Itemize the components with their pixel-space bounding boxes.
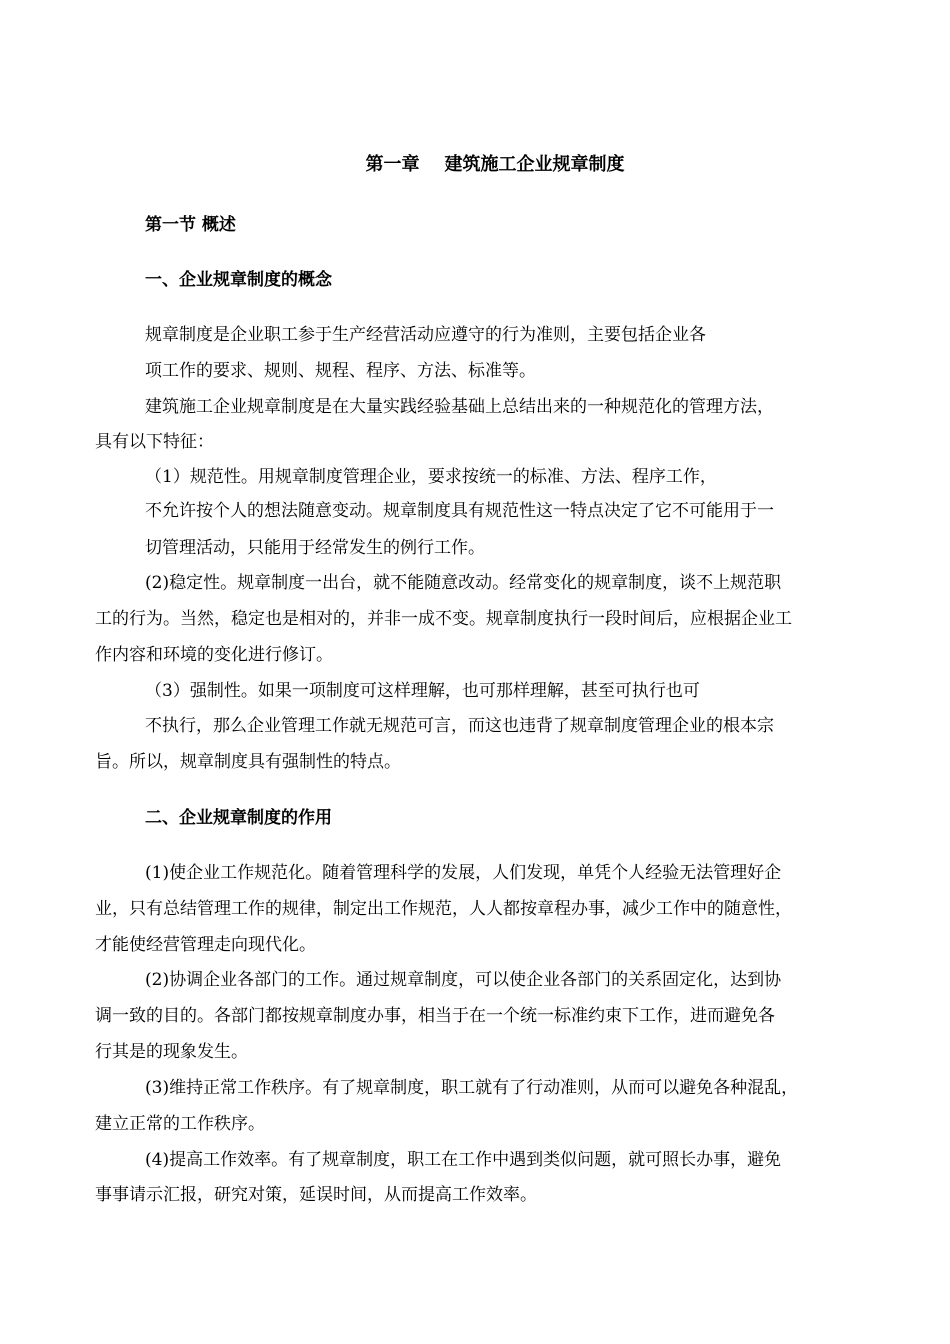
paragraph-line: (4)提高工作效率。有了规章制度，职工在工作中遇到类似问题，就可照长办事，避免 bbox=[145, 1150, 782, 1170]
paragraph-line: 具有以下特征： bbox=[95, 432, 214, 452]
paragraph-line: （3）强制性。如果一项制度可这样理解，也可那样理解，甚至可执行也可 bbox=[145, 681, 700, 701]
heading-function: 二、企业规章制度的作用 bbox=[145, 808, 332, 828]
paragraph-line: 事事请示汇报，研究对策，延误时间，从而提高工作效率。 bbox=[95, 1185, 537, 1205]
section-title: 第一节 概述 bbox=[145, 215, 236, 235]
paragraph-line: 建立正常的工作秩序。 bbox=[95, 1114, 265, 1134]
paragraph-line: 调一致的目的。各部门都按规章制度办事，相当于在一个统一标准约束下工作，进而避免各 bbox=[95, 1006, 775, 1026]
paragraph-line: 建筑施工企业规章制度是在大量实践经验基础上总结出来的一种规范化的管理方法， bbox=[145, 397, 774, 417]
paragraph-line: (1)使企业工作规范化。随着管理科学的发展，人们发现，单凭个人经验无法管理好企 bbox=[145, 863, 782, 883]
paragraph-line: 才能使经营管理走向现代化。 bbox=[95, 935, 316, 955]
paragraph-line: (2)协调企业各部门的工作。通过规章制度，可以使企业各部门的关系固定化，达到协 bbox=[145, 970, 782, 990]
paragraph-line: 行其是的现象发生。 bbox=[95, 1042, 248, 1062]
paragraph-line: （1）规范性。用规章制度管理企业，要求按统一的标准、方法、程序工作， bbox=[145, 467, 717, 487]
paragraph-line: 不允许按个人的想法随意变动。规章制度具有规范性这一特点决定了它不可能用于一 bbox=[145, 501, 774, 521]
chapter-title: 第一章 建筑施工企业规章制度 bbox=[365, 154, 625, 175]
heading-concept: 一、企业规章制度的概念 bbox=[145, 270, 332, 290]
paragraph-line: 工的行为。当然，稳定也是相对的，并非一成不变。规章制度执行一段时间后，应根据企业工 bbox=[95, 609, 792, 629]
paragraph-line: 作内容和环境的变化进行修订。 bbox=[95, 645, 333, 665]
paragraph-line: (3)维持正常工作秩序。有了规章制度，职工就有了行动准则，从而可以避免各种混乱， bbox=[145, 1078, 799, 1098]
paragraph-line: 旨。所以，规章制度具有强制性的特点。 bbox=[95, 752, 401, 772]
paragraph-line: (2)稳定性。规章制度一出台，就不能随意改动。经常变化的规章制度，谈不上规范职 bbox=[145, 573, 782, 593]
paragraph-line: 项工作的要求、规则、规程、程序、方法、标准等。 bbox=[145, 361, 536, 381]
paragraph-line: 不执行，那么企业管理工作就无规范可言，而这也违背了规章制度管理企业的根本宗 bbox=[145, 716, 774, 736]
paragraph-line: 规章制度是企业职工参于生产经营活动应遵守的行为准则，主要包括企业各 bbox=[145, 325, 706, 345]
paragraph-line: 业，只有总结管理工作的规律，制定出工作规范，人人都按章程办事，减少工作中的随意性， bbox=[95, 899, 792, 919]
paragraph-line: 切管理活动，只能用于经常发生的例行工作。 bbox=[145, 538, 485, 558]
